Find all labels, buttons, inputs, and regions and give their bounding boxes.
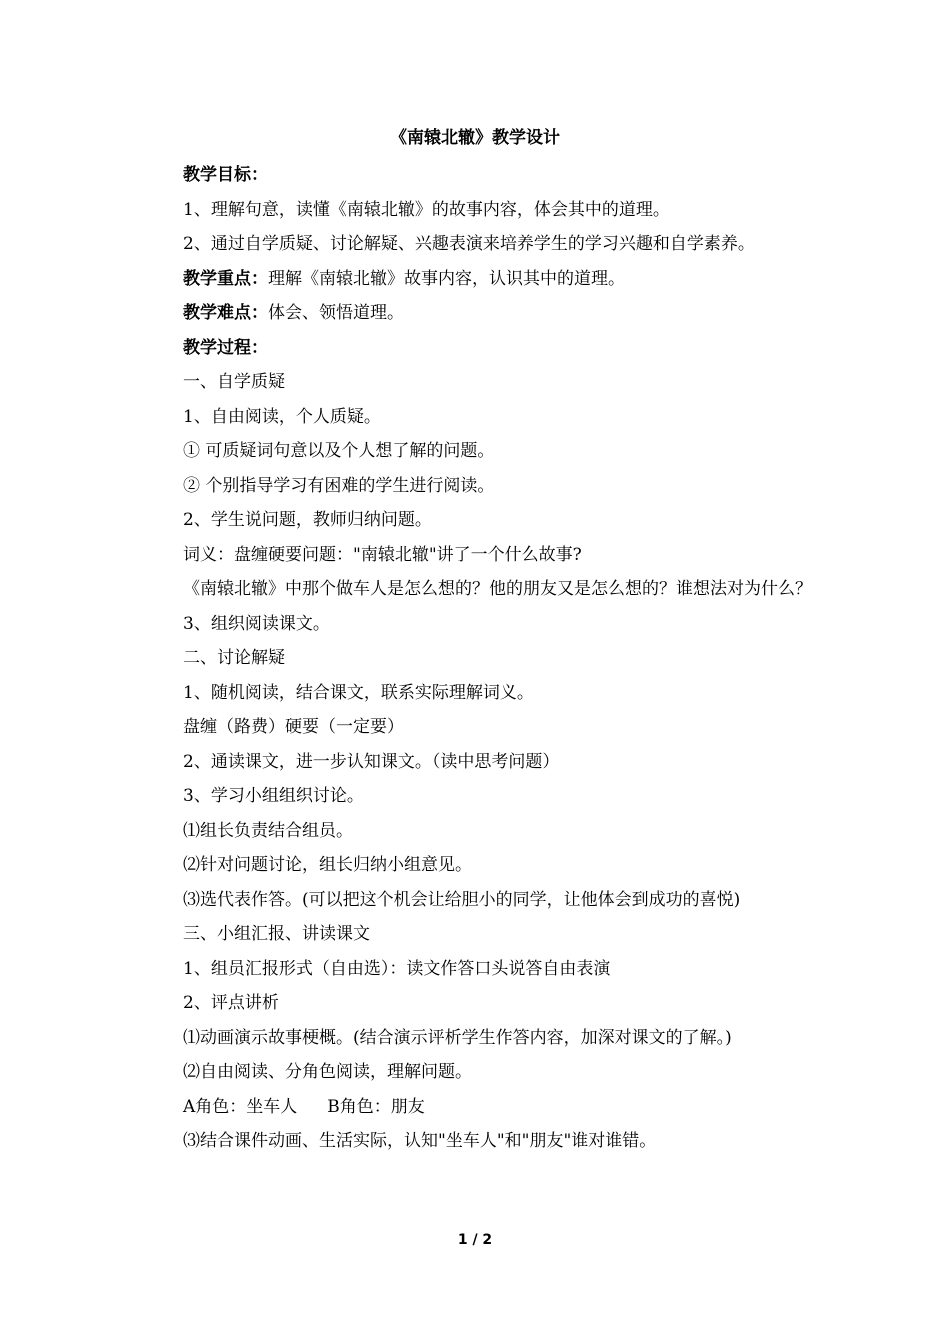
objective-item: 2、通过自学质疑、讨论解疑、兴趣表演来培养学生的学习兴趣和自学素养。 [183, 234, 755, 254]
step-item: 2、评点讲析 [183, 993, 279, 1013]
sub-step-item: ⑵自由阅读、分角色阅读，理解问题。 [183, 1062, 472, 1082]
step-item: 3、学习小组组织讨论。 [183, 786, 364, 806]
role-b: B角色：朋友 [327, 1096, 425, 1117]
step-item: 1、随机阅读，结合课文，联系实际理解词义。 [183, 682, 534, 703]
sub-step-item: ⑶结合课件动画、生活实际，认知"坐车人"和"朋友"谁对谁错。 [183, 1131, 657, 1151]
words-line: 盘缠（路费）硬要（一定要） [183, 717, 404, 737]
words-line: 词义：盘缠硬要问题："南辕北辙"讲了一个什么故事? [183, 544, 582, 565]
section-heading: 三、小组汇报、讲读课文 [183, 924, 370, 944]
step-item: 1、自由阅读，个人质疑。 [183, 406, 381, 427]
roles-line [145, 1090, 815, 1125]
difficulty-line [145, 296, 815, 331]
sub-step-item: ① 可质疑词句意以及个人想了解的问题。 [183, 441, 495, 461]
objective-item: 1、理解句意，读懂《南辕北辙》的故事内容，体会其中的道理。 [183, 199, 670, 220]
step-item: 1、组员汇报形式（自由选）：读文作答口头说答自由表演 [183, 958, 611, 979]
key-point-label: 教学重点： [183, 268, 268, 289]
step-item: 2、通读课文，进一步认知课文。（读中思考问题） [183, 751, 560, 772]
key-point-line [145, 262, 815, 297]
objectives-heading: 教学目标： [183, 165, 268, 185]
role-a: A角色：坐车人 [183, 1096, 298, 1117]
difficulty-text: 体会、领悟道理。 [268, 303, 404, 323]
document-title: 《南辕北辙》教学设计 [390, 128, 560, 148]
process-heading: 教学过程： [183, 337, 268, 358]
step-item: 3、组织阅读课文。 [183, 613, 330, 634]
key-point-text: 理解《南辕北辙》故事内容，认识其中的道理。 [268, 268, 625, 289]
sub-step-item: ⑴组长负责结合组员。 [183, 820, 353, 841]
sub-step-item: ② 个别指导学习有困难的学生进行阅读。 [183, 475, 495, 496]
sub-step-item: ⑵针对问题讨论，组长归纳小组意见。 [183, 855, 472, 875]
difficulty-label: 教学难点： [183, 303, 268, 323]
page-number: 1 / 2 [457, 1232, 493, 1248]
section-heading: 二、讨论解疑 [183, 648, 285, 668]
question-paragraph: 《南辕北辙》中那个做车人是怎么想的？他的朋友又是怎么想的？谁想法对为什么？ [183, 579, 812, 599]
section-heading: 一、自学质疑 [183, 372, 285, 392]
sub-step-item: ⑶选代表作答。(可以把这个机会让给胆小的同学，让他体会到成功的喜悦) [183, 889, 741, 910]
step-item: 2、学生说问题，教师归纳问题。 [183, 510, 432, 530]
document-body [145, 158, 815, 1159]
sub-step-item: ⑴动画演示故事梗概。(结合演示评析学生作答内容，加深对课文的了解。) [183, 1027, 732, 1048]
